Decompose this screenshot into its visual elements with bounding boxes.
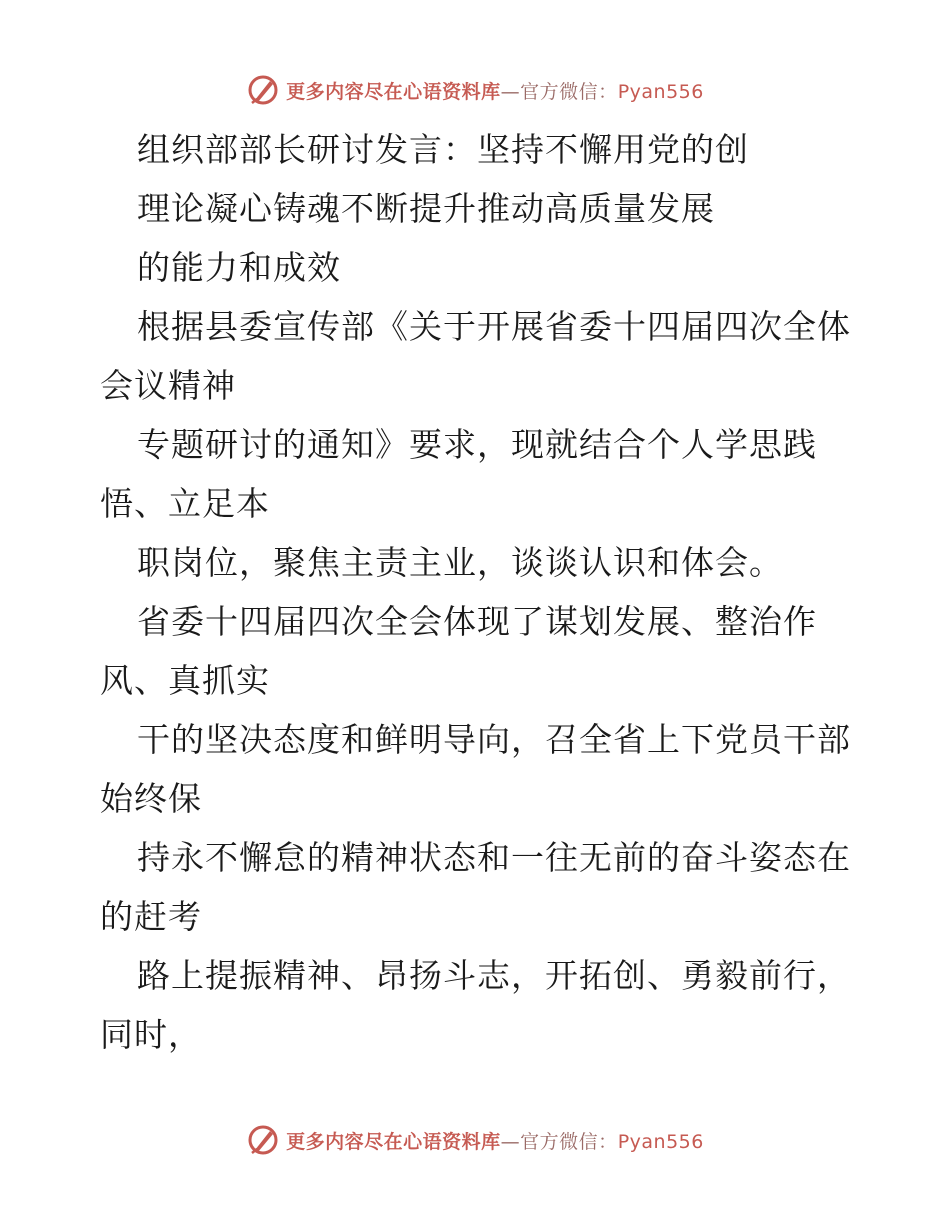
paragraph-line: 会议精神 — [100, 366, 236, 405]
title-line-3: 的能力和成效 — [137, 248, 341, 287]
paragraph-line: 路上提振精神、昂扬斗志，开拓创、勇毅前行， — [137, 956, 851, 995]
watermark-wechat-label: 官方微信： — [520, 80, 618, 103]
paragraph-line: 专题研讨的通知》要求，现就结合个人学思践 — [137, 425, 817, 464]
paragraph-line: 持永不懈怠的精神状态和一往无前的奋斗姿态在 — [137, 838, 851, 877]
watermark-wechat-label: 官方微信： — [520, 1130, 618, 1153]
watermark-wechat-id: Pyan556 — [617, 80, 704, 103]
title-line-2: 理论凝心铸魂不断提升推动高质量发展 — [137, 189, 715, 228]
quill-circle-icon — [246, 1123, 280, 1157]
paragraph-line: 职岗位，聚焦主责主业，谈谈认识和体会。 — [137, 543, 783, 582]
header-watermark — [0, 70, 950, 110]
paragraph-line: 省委十四届四次全会体现了谋划发展、整治作 — [137, 602, 817, 641]
watermark-separator: — — [500, 1130, 521, 1153]
paragraph-line: 的赶考 — [100, 897, 202, 936]
title-line-1: 组织部部长研讨发言：坚持不懈用党的创 — [137, 130, 749, 169]
paragraph-line: 悟、立足本 — [100, 484, 270, 523]
quill-circle-icon — [246, 73, 280, 107]
watermark-wechat-id: Pyan556 — [617, 1130, 704, 1153]
document-body — [100, 120, 880, 1064]
paragraph-line: 干的坚决态度和鲜明导向，召全省上下党员干部 — [137, 720, 851, 759]
watermark-brand: 更多内容尽在心语资料库 — [286, 80, 501, 103]
paragraph-line: 风、真抓实 — [100, 661, 270, 700]
watermark-brand: 更多内容尽在心语资料库 — [286, 1130, 501, 1153]
watermark-separator: — — [500, 80, 521, 103]
footer-watermark — [0, 1120, 950, 1160]
paragraph-line: 始终保 — [100, 779, 202, 818]
paragraph-line: 同时， — [100, 1015, 202, 1054]
paragraph-line: 根据县委宣传部《关于开展省委十四届四次全体 — [137, 307, 851, 346]
